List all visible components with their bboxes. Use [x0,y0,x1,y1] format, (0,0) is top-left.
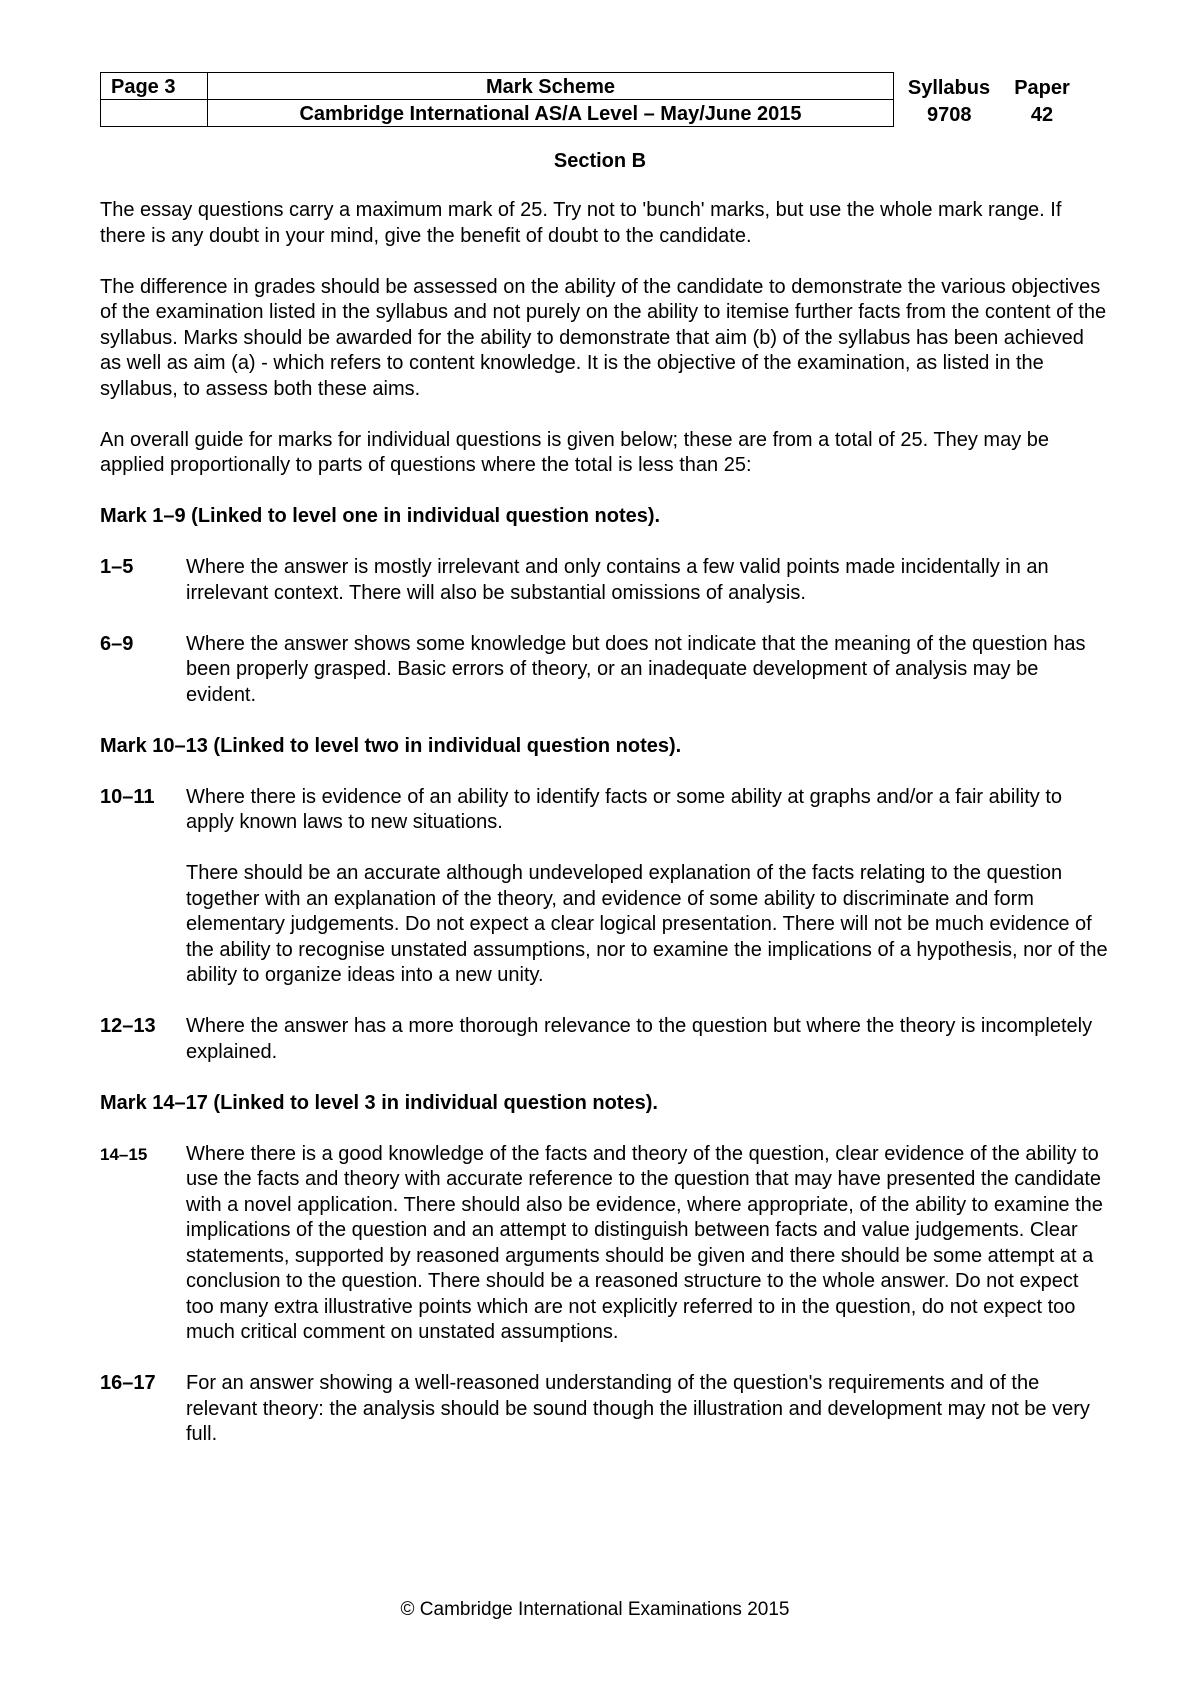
paper-label: Paper [1014,76,1070,99]
mark-description: Where there is evidence of an ability to identify facts or some ability at graphs and/or a fair ability to apply known laws to new situations. [186,785,1062,833]
band-heading: Mark 10–13 (Linked to level two in individual question notes). [100,734,682,757]
mark-band-item [100,555,1110,606]
mark-description: Where the answer is mostly irrelevant and only contains a few valid points made incidentally in an irrelevant context. There will also be substantial omissions of analysis. [186,556,1049,604]
intro-paragraph: The difference in grades should be assessed on the ability of the candidate to demonstrate the various objectives of the examination listed in the syllabus and not purely on the ability to itemise further facts from the content of the syllabus. Marks should be awarded for the ability to demonstrate that aim (b) of the syllabus has been achieved as well as aim (a) - which refers to content knowledge. It is the objective of the examination, as listed in the syllabus, to assess both these aims. [100,275,1107,400]
mark-description: Where the answer shows some knowledge but does not indicate that the meaning of the question has been properly grasped. Basic errors of theory, or an inadequate development of analysis may be evident. [186,632,1086,706]
syllabus-label: Syllabus [907,76,991,99]
mark-band-item [100,1142,1110,1346]
mark-range: 16–17 [100,1372,156,1394]
header-empty-cell [101,100,208,127]
document-subtitle: Cambridge International AS/A Level – May/June 2015 [208,100,894,127]
mark-band-item [100,1371,1110,1448]
mark-range: 12–13 [100,1015,156,1037]
mark-band-item [100,785,1110,989]
mark-description: For an answer showing a well-reasoned understanding of the question's requirements and of the relevant theory: the analysis should be sound though the illustration and development may not be very full. [186,1372,1090,1445]
paper-value: 42 [1030,103,1054,126]
page-number: Page 3 [101,73,208,100]
mark-range: 1–5 [100,556,134,578]
header-table [100,72,1080,127]
copyright-footer: © Cambridge International Examinations 2015 [400,1599,790,1620]
intro-paragraph: The essay questions carry a maximum mark of 25. Try not to 'bunch' marks, but use the whole mark range. If there is any doubt in your mind, give the benefit of doubt to the candidate. [100,199,1062,247]
mark-description: Where there is a good knowledge of the facts and theory of the question, clear evidence of the ability to use the facts and theory with accurate reference to the question that may have presented the candidate with a novel application. There should also be evidence, where appropriate, of the ability to examine the implications of the question and an attempt to distinguish between facts and value judgements. Clear statements, supported by reasoned arguments should be given and there should be some attempt at a conclusion to the question. There should be a reasoned structure to the whole answer. Do not expect too many extra illustrative points which are not explicitly referred to in the question, do not expect too much critical comment on unstated assumptions. [186,1142,1103,1343]
mark-scheme-content [100,198,1110,1473]
mark-range: 14–15 [100,1144,148,1164]
section-title: Section B [553,150,647,172]
mark-band-item [100,632,1110,709]
mark-description: There should be an accurate although undeveloped explanation of the facts relating to the question together with an explanation of the theory, and evidence of some ability to discriminate and form elementary judgements. Do not expect a clear logical presentation. There will not be much evidence of the ability to recognise unstated assumptions, nor to examine the implications of a hypothesis, nor of the ability to organize ideas into a new unity. [186,862,1108,986]
intro-paragraph: An overall guide for marks for individual questions is given below; these are from a total of 25. They may be applied proportionally to parts of questions where the total is less than 25: [100,428,1050,476]
mark-band-item [100,1014,1110,1065]
syllabus-value: 9708 [927,103,972,126]
document-title: Mark Scheme [208,73,894,100]
mark-range: 6–9 [100,632,134,655]
band-heading: Mark 1–9 (Linked to level one in individual question notes). [100,505,661,527]
mark-range: 10–11 [100,785,155,808]
band-heading: Mark 14–17 (Linked to level 3 in individual question notes). [100,1091,658,1114]
mark-description: Where the answer has a more thorough relevance to the question but where the theory is incompletely explained. [186,1015,1093,1063]
